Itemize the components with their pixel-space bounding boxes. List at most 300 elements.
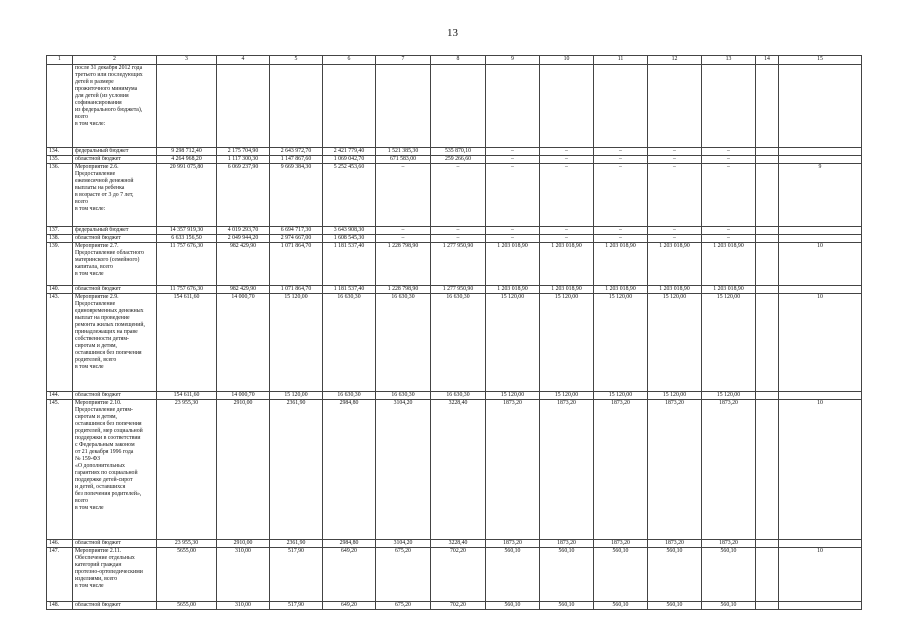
amount-cell: 154 611,60 — [157, 294, 217, 392]
amount-cell: – — [648, 148, 702, 156]
measure-name-cell — [73, 243, 157, 286]
amount-cell: 14 000,70 — [217, 294, 270, 392]
measure-name-line: в том числе — [75, 364, 104, 370]
amount-cell: 1 277 950,90 — [431, 243, 486, 286]
amount-cell — [756, 548, 779, 602]
target-indicator-cell — [779, 65, 862, 148]
amount-cell — [323, 65, 376, 148]
measure-name-line: оставшимся без попечения — [75, 350, 142, 356]
row-number-cell: 140. — [47, 286, 73, 294]
amount-cell: 4 019 293,70 — [217, 227, 270, 235]
amount-cell: 3104,20 — [376, 400, 431, 540]
amount-cell — [376, 65, 431, 148]
measure-name-line: № 159-ФЗ — [75, 456, 101, 462]
amount-cell: 649,20 — [323, 602, 376, 610]
table-row — [47, 235, 862, 243]
amount-cell — [756, 148, 779, 156]
amount-cell: 16 630,30 — [376, 294, 431, 392]
row-number-cell: 135. — [47, 156, 73, 164]
amount-cell: – — [376, 235, 431, 243]
amount-cell: 702,20 — [431, 548, 486, 602]
measure-name-cell — [73, 400, 157, 540]
amount-cell — [594, 65, 648, 148]
target-indicator-cell — [779, 540, 862, 548]
amount-cell: 16 630,30 — [431, 392, 486, 400]
amount-cell: – — [540, 156, 594, 164]
measure-name-line: единовременных денежных — [75, 308, 144, 314]
table-row — [47, 286, 862, 294]
measure-name-line: всего — [75, 114, 89, 120]
amount-cell: 560,10 — [702, 548, 756, 602]
measure-name-line: поддержки в соответствии — [75, 435, 141, 441]
measure-name-line: родителей, мер социальной — [75, 428, 143, 434]
amount-cell — [756, 540, 779, 548]
amount-cell: – — [648, 164, 702, 227]
amount-cell: – — [486, 227, 540, 235]
measure-name-line: в том числе — [75, 271, 104, 277]
amount-cell: 560,10 — [702, 602, 756, 610]
amount-cell: 1 277 950,90 — [431, 286, 486, 294]
amount-cell: 1873,20 — [702, 400, 756, 540]
amount-cell: 15 120,00 — [648, 392, 702, 400]
amount-cell — [217, 65, 270, 148]
row-number-cell — [47, 65, 73, 148]
row-number-cell: 143. — [47, 294, 73, 392]
amount-cell: – — [594, 164, 648, 227]
amount-cell: 1 069 042,70 — [323, 156, 376, 164]
column-number-cell: 1 — [47, 56, 73, 65]
amount-cell: 517,90 — [270, 602, 323, 610]
amount-cell: – — [431, 235, 486, 243]
amount-cell: 675,20 — [376, 548, 431, 602]
amount-cell: 560,10 — [540, 548, 594, 602]
amount-cell: – — [376, 164, 431, 227]
amount-cell: 1 608 545,30 — [323, 235, 376, 243]
measure-name-line: всего — [75, 199, 89, 205]
amount-cell: 2 175 704,90 — [217, 148, 270, 156]
measure-name-line: областной бюджет — [75, 156, 121, 162]
amount-cell: 1 228 798,90 — [376, 286, 431, 294]
amount-cell — [756, 294, 779, 392]
amount-cell: – — [702, 148, 756, 156]
measure-name-line: с Федеральным законом — [75, 442, 135, 448]
amount-cell: 2 049 944,20 — [217, 235, 270, 243]
measure-name-line: из федерального бюджета), — [75, 107, 143, 113]
amount-cell: 1873,20 — [648, 540, 702, 548]
amount-cell: 2984,80 — [323, 540, 376, 548]
amount-cell: 5655,00 — [157, 602, 217, 610]
amount-cell — [756, 65, 779, 148]
measure-name-line: принадлежащих на праве — [75, 329, 138, 335]
measure-name-line: Мероприятие 2.7. — [75, 243, 119, 249]
measure-name-line: поддержке детей-сирот — [75, 477, 133, 483]
amount-cell: – — [376, 227, 431, 235]
amount-cell: 1 203 018,90 — [648, 286, 702, 294]
amount-cell: 560,10 — [648, 548, 702, 602]
amount-cell: 3228,40 — [431, 400, 486, 540]
measure-name-line: областной бюджет — [75, 286, 121, 292]
measure-name-line: изделиями, всего — [75, 576, 118, 582]
row-number-cell: 148. — [47, 602, 73, 610]
table-row — [47, 540, 862, 548]
amount-cell: 5 252 453,60 — [323, 164, 376, 227]
amount-cell: 1 117 300,30 — [217, 156, 270, 164]
measure-name-cell — [73, 548, 157, 602]
amount-cell: 15 120,00 — [648, 294, 702, 392]
amount-cell: 2 643 972,70 — [270, 148, 323, 156]
amount-cell: 560,10 — [594, 602, 648, 610]
amount-cell: 1 071 864,70 — [270, 243, 323, 286]
measure-name-cell — [73, 65, 157, 148]
measure-name-line: для детей (из условия — [75, 93, 129, 99]
amount-cell: 15 120,00 — [594, 294, 648, 392]
column-number-cell: 15 — [779, 56, 862, 65]
amount-cell: 259 266,60 — [431, 156, 486, 164]
amount-cell: – — [648, 235, 702, 243]
measure-name-line: от 21 декабря 1996 года — [75, 449, 134, 455]
amount-cell: 15 120,00 — [702, 392, 756, 400]
measure-name-line: федеральный бюджет — [75, 227, 129, 233]
amount-cell: 15 120,00 — [486, 392, 540, 400]
amount-cell: 1 203 018,90 — [540, 243, 594, 286]
measure-name-cell — [73, 227, 157, 235]
amount-cell: 15 120,00 — [270, 294, 323, 392]
measure-name-line: Обеспечение отдельных — [75, 555, 135, 561]
amount-cell: 982 429,90 — [217, 243, 270, 286]
amount-cell: 310,00 — [217, 548, 270, 602]
amount-cell: 1873,20 — [486, 540, 540, 548]
measure-name-line: в возрасте от 3 до 7 лет, — [75, 192, 134, 198]
amount-cell: 1 203 018,90 — [540, 286, 594, 294]
measure-name-line: областной бюджет — [75, 540, 121, 546]
amount-cell — [756, 156, 779, 164]
amount-cell — [756, 164, 779, 227]
measure-name-cell — [73, 286, 157, 294]
amount-cell: 675,20 — [376, 602, 431, 610]
amount-cell — [756, 286, 779, 294]
amount-cell: 1 071 864,70 — [270, 286, 323, 294]
amount-cell: 2361,90 — [270, 400, 323, 540]
measure-name-line: прожиточного минимума — [75, 86, 138, 92]
amount-cell: 9 669 384,30 — [270, 164, 323, 227]
amount-cell — [157, 65, 217, 148]
target-indicator-cell — [779, 235, 862, 243]
amount-cell: 15 120,00 — [540, 392, 594, 400]
measure-name-line: после 31 декабря 2012 года — [75, 65, 143, 71]
table-row — [47, 156, 862, 164]
row-number-cell: 134. — [47, 148, 73, 156]
measure-name-line: третьего или последующих — [75, 72, 143, 78]
amount-cell: – — [594, 148, 648, 156]
measure-name-line: собственности детям- — [75, 336, 129, 342]
target-indicator-cell — [779, 602, 862, 610]
amount-cell: 1873,20 — [702, 540, 756, 548]
measure-name-line: Предоставление — [75, 171, 116, 177]
column-number-cell: 2 — [73, 56, 157, 65]
column-number-cell: 12 — [648, 56, 702, 65]
table-row — [47, 164, 862, 227]
amount-cell: – — [702, 235, 756, 243]
column-number-cell: 4 — [217, 56, 270, 65]
amount-cell: 1 203 018,90 — [486, 286, 540, 294]
amount-cell: 15 120,00 — [594, 392, 648, 400]
amount-cell: 2361,90 — [270, 540, 323, 548]
measure-name-cell — [73, 235, 157, 243]
column-number-cell: 13 — [702, 56, 756, 65]
amount-cell: 535 870,10 — [431, 148, 486, 156]
target-indicator-cell: 10 — [779, 400, 862, 540]
amount-cell — [648, 65, 702, 148]
table-row — [47, 548, 862, 602]
amount-cell: 15 120,00 — [270, 392, 323, 400]
column-number-cell: 5 — [270, 56, 323, 65]
amount-cell: 2910,00 — [217, 540, 270, 548]
amount-cell: 11 757 676,30 — [157, 286, 217, 294]
amount-cell: 154 611,60 — [157, 392, 217, 400]
row-number-cell: 139. — [47, 243, 73, 286]
amount-cell: – — [594, 235, 648, 243]
amount-cell — [756, 400, 779, 540]
amount-cell: 560,10 — [486, 602, 540, 610]
amount-cell: 1 181 537,40 — [323, 286, 376, 294]
column-number-cell: 8 — [431, 56, 486, 65]
measure-name-line: Предоставление областного — [75, 250, 145, 256]
measure-name-line: всего — [75, 498, 89, 504]
amount-cell: – — [540, 148, 594, 156]
measure-name-line: в том числе — [75, 505, 104, 511]
amount-cell: 1 203 018,90 — [702, 286, 756, 294]
amount-cell: 11 757 676,30 — [157, 243, 217, 286]
target-indicator-cell: 9 — [779, 164, 862, 227]
amount-cell: 1873,20 — [486, 400, 540, 540]
measure-name-line: и детей, оставшихся — [75, 484, 126, 490]
amount-cell: 671 583,00 — [376, 156, 431, 164]
measure-name-line: протезно-ортопедическими — [75, 569, 143, 575]
amount-cell: 15 120,00 — [702, 294, 756, 392]
row-number-cell: 137. — [47, 227, 73, 235]
amount-cell: – — [648, 156, 702, 164]
measure-name-line: материнского (семейного) — [75, 257, 140, 263]
measure-name-cell — [73, 540, 157, 548]
measure-name-cell — [73, 164, 157, 227]
target-indicator-cell: 10 — [779, 243, 862, 286]
amount-cell: 3104,20 — [376, 540, 431, 548]
target-indicator-cell — [779, 156, 862, 164]
amount-cell: 16 630,30 — [376, 392, 431, 400]
row-number-cell: 144. — [47, 392, 73, 400]
column-number-row — [47, 56, 862, 65]
amount-cell: 310,00 — [217, 602, 270, 610]
amount-cell: – — [431, 227, 486, 235]
amount-cell: – — [648, 227, 702, 235]
measure-name-line: областной бюджет — [75, 235, 121, 241]
target-indicator-cell — [779, 286, 862, 294]
measure-name-line: в том числе — [75, 583, 104, 589]
amount-cell: 1873,20 — [540, 540, 594, 548]
amount-cell — [486, 65, 540, 148]
amount-cell — [756, 235, 779, 243]
measure-name-line: сиротам и детям, — [75, 414, 118, 420]
amount-cell: 560,10 — [540, 602, 594, 610]
target-indicator-cell — [779, 148, 862, 156]
column-number-cell: 10 — [540, 56, 594, 65]
table-row — [47, 148, 862, 156]
measure-name-line: Мероприятие 2.9. — [75, 294, 119, 300]
table-row — [47, 400, 862, 540]
amount-cell: 982 429,90 — [217, 286, 270, 294]
amount-cell: – — [486, 156, 540, 164]
measure-name-line: гарантиях по социальной — [75, 470, 138, 476]
amount-cell: – — [540, 164, 594, 227]
measure-name-cell — [73, 156, 157, 164]
measure-name-line: без попечения родителей», — [75, 491, 142, 497]
row-number-cell: 147. — [47, 548, 73, 602]
amount-cell: 1 147 867,60 — [270, 156, 323, 164]
target-indicator-cell: 10 — [779, 548, 862, 602]
amount-cell: 560,10 — [486, 548, 540, 602]
amount-cell: 517,90 — [270, 548, 323, 602]
amount-cell: 20 991 075,80 — [157, 164, 217, 227]
measure-name-line: федеральный бюджет — [75, 148, 129, 154]
measure-name-line: оставшимся без попечения — [75, 421, 142, 427]
column-number-cell: 3 — [157, 56, 217, 65]
amount-cell: 14 000,70 — [217, 392, 270, 400]
target-indicator-cell: 10 — [779, 294, 862, 392]
amount-cell — [756, 243, 779, 286]
amount-cell: – — [702, 164, 756, 227]
measure-name-cell — [73, 148, 157, 156]
amount-cell: – — [540, 235, 594, 243]
measure-name-line: областной бюджет — [75, 392, 121, 398]
amount-cell — [540, 65, 594, 148]
table-row — [47, 227, 862, 235]
column-number-cell: 6 — [323, 56, 376, 65]
measure-name-line: Мероприятие 2.10. — [75, 400, 122, 406]
amount-cell: 2984,80 — [323, 400, 376, 540]
amount-cell: 2 974 667,00 — [270, 235, 323, 243]
amount-cell: – — [431, 164, 486, 227]
measure-name-line: категорий граждан — [75, 562, 122, 568]
amount-cell: 1 203 018,90 — [702, 243, 756, 286]
amount-cell: 560,10 — [594, 548, 648, 602]
amount-cell: 702,20 — [431, 602, 486, 610]
amount-cell — [702, 65, 756, 148]
amount-cell: 1873,20 — [648, 400, 702, 540]
measure-name-line: в том числе: — [75, 206, 106, 212]
amount-cell — [756, 227, 779, 235]
amount-cell: – — [702, 227, 756, 235]
amount-cell: – — [540, 227, 594, 235]
amount-cell: 23 955,30 — [157, 400, 217, 540]
measure-name-line: «О дополнительных — [75, 463, 125, 469]
table-row — [47, 392, 862, 400]
measure-name-line: родителей, всего — [75, 357, 117, 363]
amount-cell: 2910,00 — [217, 400, 270, 540]
target-indicator-cell — [779, 227, 862, 235]
column-number-cell: 11 — [594, 56, 648, 65]
measure-name-line: Мероприятие 2.6. — [75, 164, 119, 170]
row-number-cell: 138. — [47, 235, 73, 243]
amount-cell: 3228,40 — [431, 540, 486, 548]
table-row — [47, 294, 862, 392]
amount-cell: 649,20 — [323, 548, 376, 602]
page-number: 13 — [447, 27, 458, 39]
target-indicator-cell — [779, 392, 862, 400]
amount-cell: – — [486, 148, 540, 156]
amount-cell: – — [702, 156, 756, 164]
amount-cell — [756, 602, 779, 610]
amount-cell: 16 630,30 — [431, 294, 486, 392]
amount-cell: 14 357 919,30 — [157, 227, 217, 235]
measure-name-cell — [73, 602, 157, 610]
amount-cell: 3 643 908,30 — [323, 227, 376, 235]
amount-cell: 1 203 018,90 — [486, 243, 540, 286]
amount-cell: 1 203 018,90 — [648, 243, 702, 286]
measure-name-line: Мероприятие 2.11. — [75, 548, 122, 554]
measure-name-cell — [73, 392, 157, 400]
amount-cell: 6 069 237,90 — [217, 164, 270, 227]
column-number-cell: 9 — [486, 56, 540, 65]
amount-cell: 6 694 717,30 — [270, 227, 323, 235]
measure-name-line: ремонта жилых помещений, — [75, 322, 145, 328]
amount-cell: 6 633 156,50 — [157, 235, 217, 243]
table-row — [47, 243, 862, 286]
amount-cell: – — [594, 156, 648, 164]
row-number-cell: 146. — [47, 540, 73, 548]
row-number-cell: 145. — [47, 400, 73, 540]
amount-cell: 16 630,30 — [323, 392, 376, 400]
measure-name-line: областной бюджет — [75, 602, 121, 608]
measure-name-cell — [73, 294, 157, 392]
measure-name-line: Предоставление — [75, 301, 116, 307]
amount-cell: 1 228 798,90 — [376, 243, 431, 286]
amount-cell — [431, 65, 486, 148]
amount-cell: 16 630,30 — [323, 294, 376, 392]
measure-name-line: в том числе: — [75, 121, 106, 127]
measure-name-line: детей в размере — [75, 79, 114, 85]
measure-name-line: выплаты на ребенка — [75, 185, 125, 191]
measure-name-line: Предоставление детям- — [75, 407, 133, 413]
amount-cell: 1873,20 — [594, 400, 648, 540]
amount-cell: 5655,00 — [157, 548, 217, 602]
amount-cell: – — [486, 164, 540, 227]
amount-cell: 1873,20 — [540, 400, 594, 540]
amount-cell: 1 203 018,90 — [594, 243, 648, 286]
measure-name-line: сиротам и детям, — [75, 343, 118, 349]
amount-cell: 4 264 968,20 — [157, 156, 217, 164]
amount-cell: 15 120,00 — [486, 294, 540, 392]
amount-cell: 1 521 385,30 — [376, 148, 431, 156]
amount-cell: – — [486, 235, 540, 243]
measure-name-line: выплат на проведение — [75, 315, 130, 321]
table-row — [47, 602, 862, 610]
row-number-cell: 136. — [47, 164, 73, 227]
amount-cell: 9 298 712,40 — [157, 148, 217, 156]
amount-cell: 2 421 779,40 — [323, 148, 376, 156]
table-row — [47, 65, 862, 148]
amount-cell: 1 203 018,90 — [594, 286, 648, 294]
column-number-cell: 7 — [376, 56, 431, 65]
amount-cell: 23 955,30 — [157, 540, 217, 548]
amount-cell: 1873,20 — [594, 540, 648, 548]
measure-name-line: капитала, всего — [75, 264, 114, 270]
column-number-cell: 14 — [756, 56, 779, 65]
measure-name-line: софинансирования — [75, 100, 122, 106]
measure-name-line: ежемесячной денежной — [75, 178, 134, 184]
amount-cell: – — [594, 227, 648, 235]
program-measures-table — [46, 55, 862, 610]
amount-cell: 560,10 — [648, 602, 702, 610]
